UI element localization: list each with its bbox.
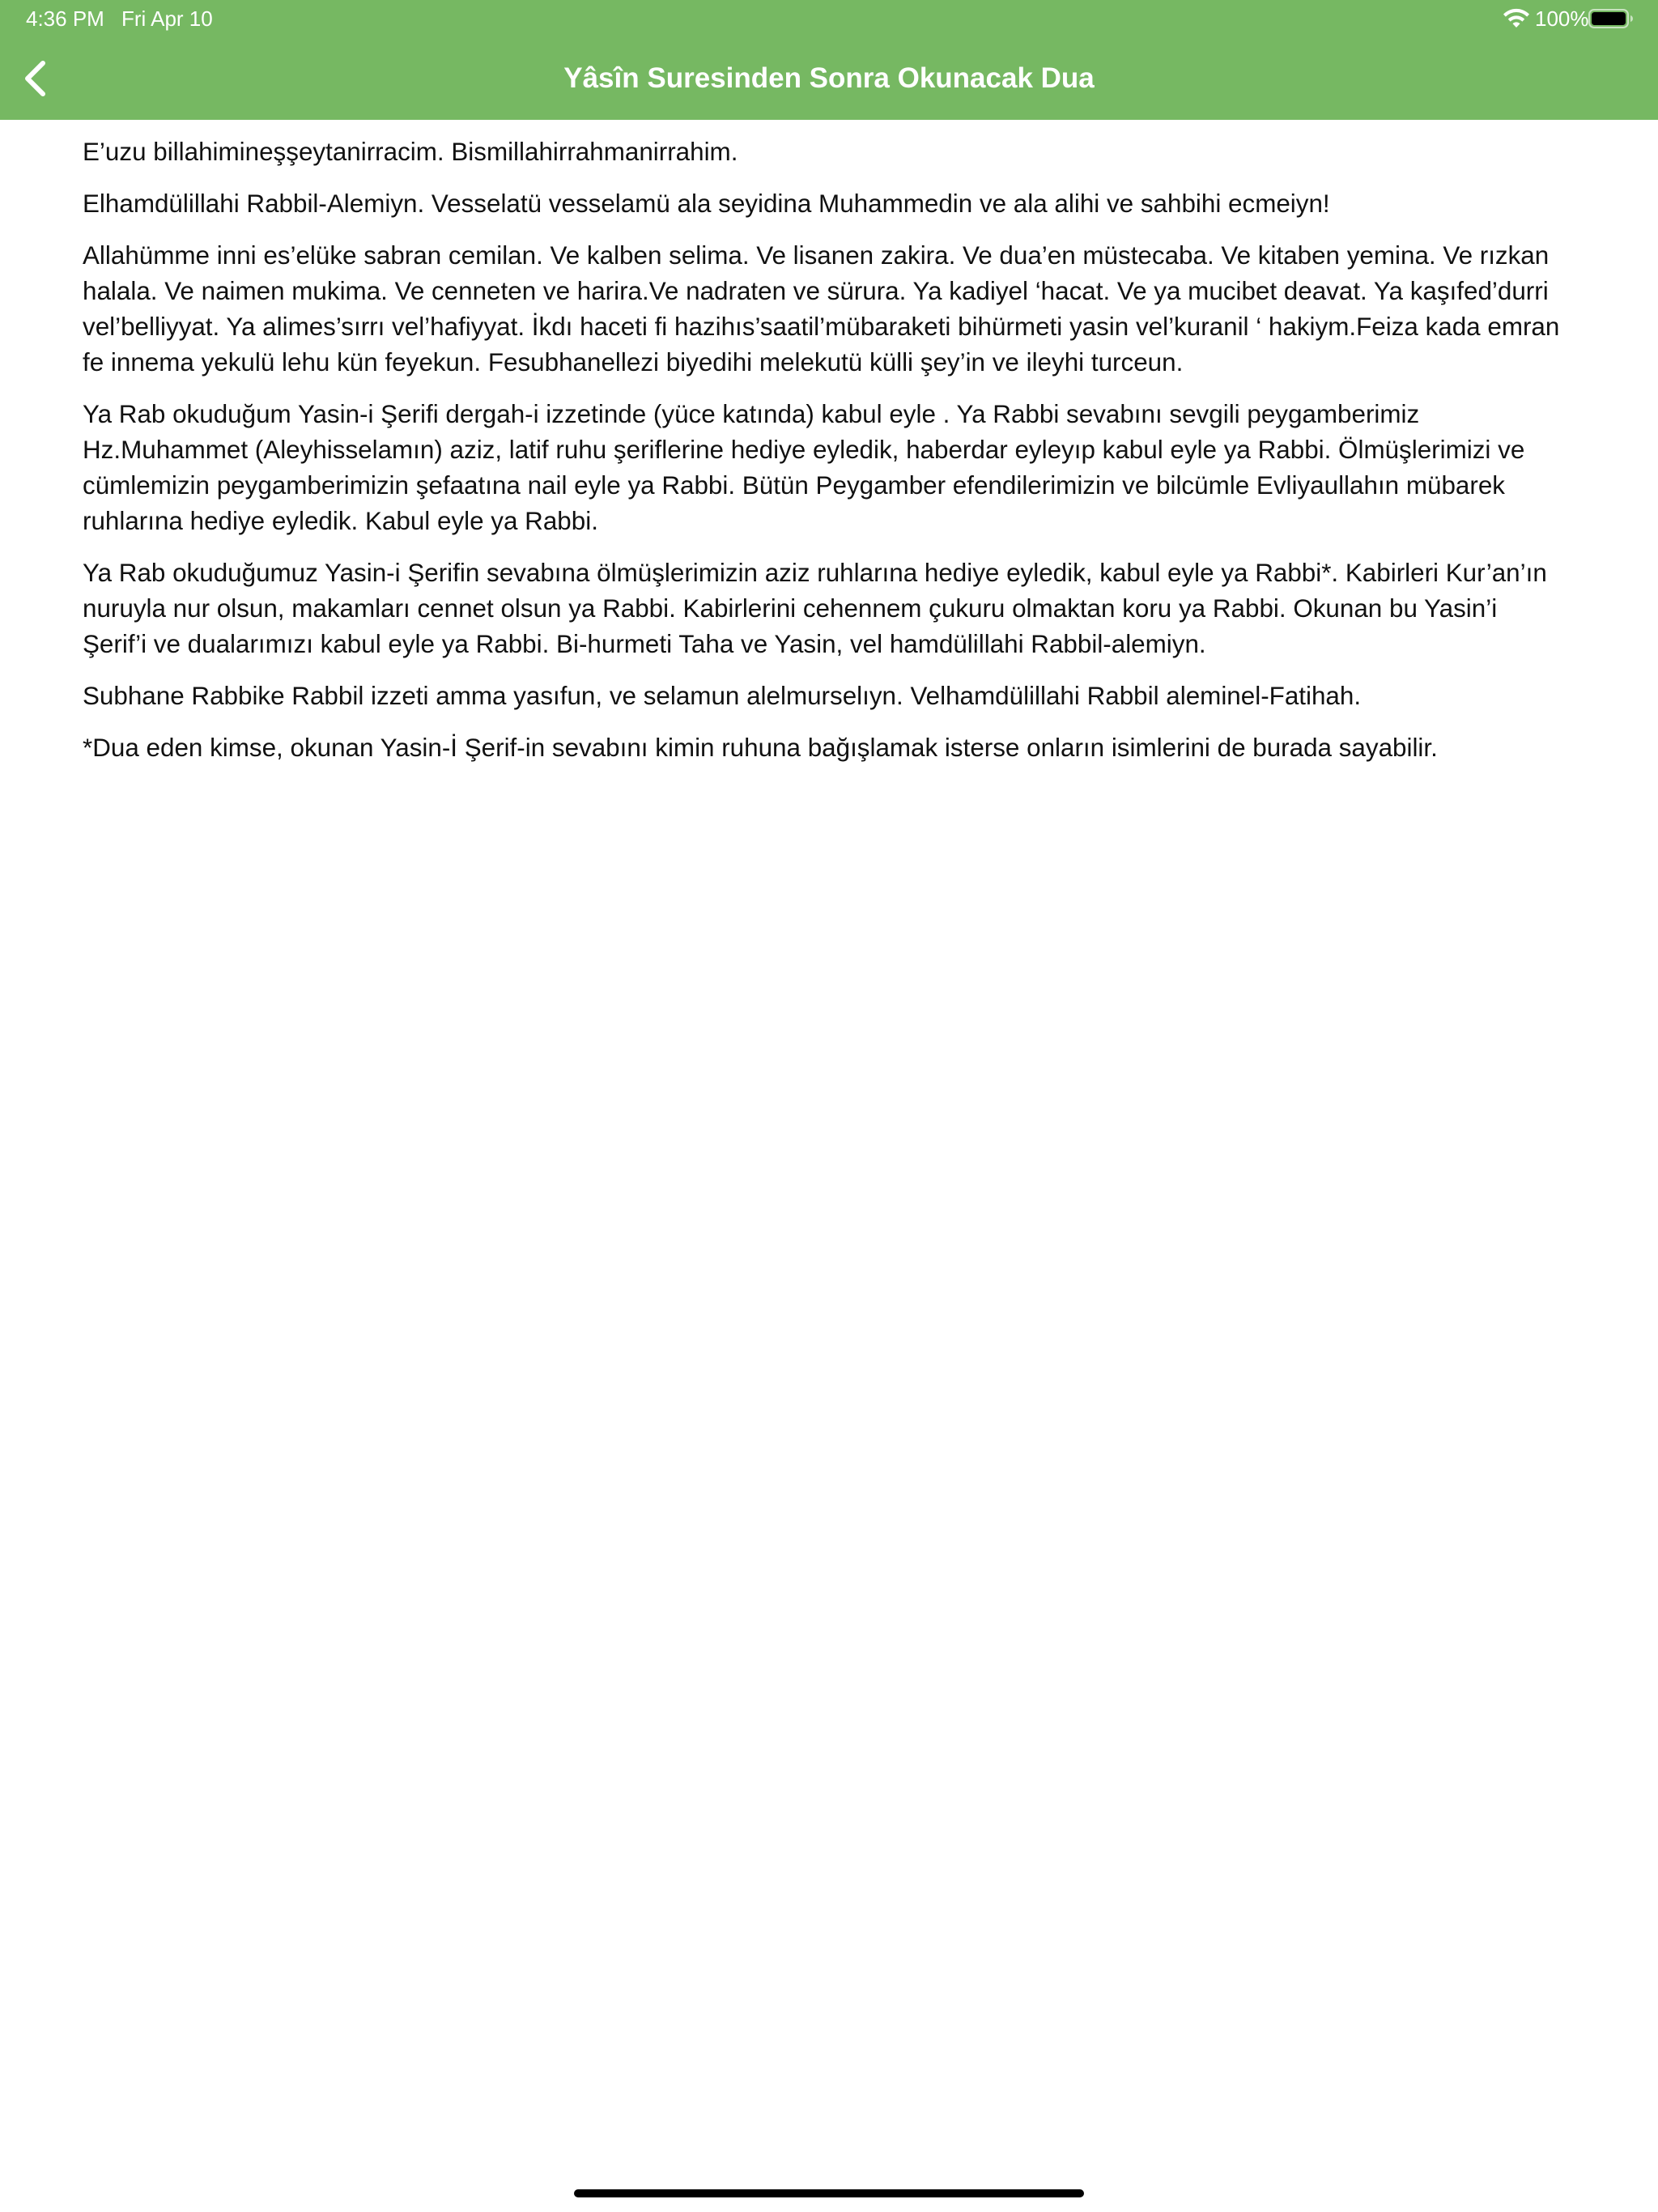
status-date: Fri Apr 10	[121, 6, 213, 31]
prayer-footnote: *Dua eden kimse, okunan Yasin-İ Şerif-in sevabını kimin ruhuna bağışlamak isterse onların isimlerini de burada sayabilir.	[83, 734, 1438, 762]
battery-percentage: 100%	[1535, 6, 1589, 31]
prayer-paragraph: Allahümme inni es’elüke sabran cemilan. Ve kalben selima. Ve lisanen zakira. Ve dua’en müstecaba. Ve kitaben yemina. Ve rızkan halala. Ve naimen mukima. Ve cenneten ve harira.Ve nadraten ve sürura. Ya kadiyel ‘hacat. Ve ya mucibet deavat. Ya kaşıfed’durri vel’belliyyat. Ya alimes’sırrı vel’hafiyyat. İkdı haceti fi hazihıs’saatil’mübaraketi bihürmeti yasin vel’kuranil ‘ hakiym.Feiza kada emran fe innema yekulü lehu kün feyekun. Fesubhanellezi biyedihi melekutü külli şey’in ve ileyhi turceun.	[83, 241, 1560, 376]
prayer-paragraph: Elhamdülillahi Rabbil-Alemiyn. Vesselatü vesselamü ala seyidina Muhammedin ve ala alihi ve sahbihi ecmeiyn!	[83, 189, 1330, 218]
prayer-text	[83, 134, 1564, 782]
page-title: Yâsîn Suresinden Sonra Okunacak Dua	[563, 62, 1095, 94]
battery-full-icon	[1588, 9, 1634, 28]
status-time: 4:36 PM	[26, 6, 104, 31]
navigation-bar	[0, 37, 1658, 120]
prayer-paragraph: E’uzu billahimineşşeytanirracim. Bismillahirrahmanirrahim.	[83, 138, 738, 166]
header	[0, 0, 1658, 120]
prayer-paragraph: Subhane Rabbike Rabbil izzeti amma yasıfun, ve selamun alelmurselıyn. Velhamdülillahi Rabbil aleminel-Fatihah.	[83, 682, 1362, 710]
prayer-paragraph: Ya Rab okuduğumuz Yasin-i Şerifin sevabına ölmüşlerimizin aziz ruhlarına hediye eyledik, kabul eyle ya Rabbi*. Kabirleri Kur’an’ın nuruyla nur olsun, makamları cennet olsun ya Rabbi. Kabirlerini cehennem çukuru olmaktan koru ya Rabbi. Okunan bu Yasin’i Şerif’i ve dualarımızı kabul eyle ya Rabbi. Bi-hurmeti Taha ve Yasin, vel hamdülillahi Rabbil-alemiyn.	[83, 559, 1547, 658]
home-indicator[interactable]	[574, 2189, 1084, 2197]
status-bar	[0, 0, 1658, 37]
wifi-icon	[1503, 8, 1530, 29]
prayer-paragraph: Ya Rab okuduğum Yasin-i Şerifi dergah-i izzetinde (yüce katında) kabul eyle . Ya Rabbi sevabını sevgili peygamberimiz Hz.Muhammet (Aleyhisselamın) aziz, latif ruhu şeriflerine hediye eyledik, haberdar eyleyıp kabul eyle ya Rabbi. Ölmüşlerimizi ve cümlemizin peygamberimizin şefaatına nail eyle ya Rabbi. Bütün Peygamber efendilerimizin ve bilcümle Evliyaullahın mübarek ruhlarına hediye eyledik. Kabul eyle ya Rabbi.	[83, 400, 1525, 535]
